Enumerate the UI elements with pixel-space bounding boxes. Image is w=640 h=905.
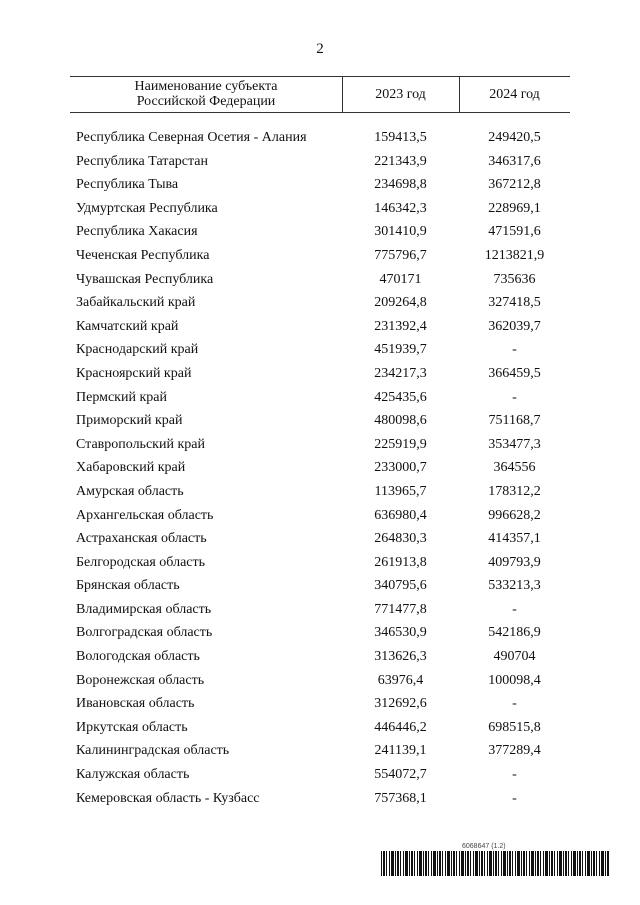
value-2024: 414357,1: [488, 531, 541, 547]
value-2023: 470171: [379, 271, 422, 287]
region-name: Амурская область: [76, 483, 184, 499]
region-name: Астраханская область: [76, 531, 207, 547]
table-row: [0, 268, 640, 292]
value-2024: 542186,9: [488, 625, 541, 641]
value-2024: 698515,8: [488, 719, 541, 735]
region-name: Ивановская область: [76, 696, 195, 712]
value-2024: -: [512, 790, 517, 806]
value-2024: 409793,9: [488, 554, 541, 570]
table-row: [0, 739, 640, 763]
value-2024: -: [512, 342, 517, 358]
table-row: [0, 763, 640, 787]
region-name: Калужская область: [76, 767, 190, 783]
value-2023: 313626,3: [374, 649, 427, 665]
value-2024: 490704: [493, 649, 536, 665]
value-2023: 113965,7: [374, 483, 427, 499]
region-name: Иркутская область: [76, 719, 188, 735]
value-2024: 735636: [493, 271, 536, 287]
value-2023: 221343,9: [374, 153, 427, 169]
table-header-rule: [70, 112, 570, 113]
region-name: Камчатский край: [76, 318, 179, 334]
table-row: [0, 409, 640, 433]
table-row: [0, 574, 640, 598]
region-name: Белгородская область: [76, 554, 206, 570]
value-2024: 353477,3: [488, 436, 541, 452]
value-2023: 264830,3: [374, 531, 427, 547]
value-2023: 301410,9: [374, 224, 427, 240]
value-2023: 480098,6: [374, 413, 427, 429]
table-row: [0, 504, 640, 528]
value-2024: 533213,3: [488, 578, 541, 594]
table-row: [0, 621, 640, 645]
table-row: [0, 386, 640, 410]
value-2023: 451939,7: [374, 342, 427, 358]
table-row: [0, 787, 640, 811]
value-2024: 100098,4: [488, 672, 541, 688]
region-name: Воронежская область: [76, 672, 205, 688]
region-name: Архангельская область: [76, 507, 214, 523]
region-name: Волгоградская область: [76, 625, 213, 641]
region-name: Республика Тыва: [76, 177, 179, 193]
value-2024: -: [512, 601, 517, 617]
value-2023: 312692,6: [374, 696, 427, 712]
region-name: Калининградская область: [76, 743, 230, 759]
value-2024: 327418,5: [488, 295, 541, 311]
value-2024: 367212,8: [488, 177, 541, 193]
column-header-name: Наименование субъекта Российской Федерации: [134, 79, 278, 109]
table-row: [0, 527, 640, 551]
region-name: Чувашская Республика: [76, 271, 214, 287]
value-2023: 234217,3: [374, 365, 427, 381]
region-name: Республика Северная Осетия - Алания: [76, 130, 307, 145]
table-row: [0, 197, 640, 221]
value-2023: 775796,7: [374, 247, 427, 263]
table-row: [0, 692, 640, 716]
value-2023: 146342,3: [374, 200, 427, 216]
barcode-icon: [381, 851, 609, 876]
value-2023: 771477,8: [374, 601, 427, 617]
table-row: [0, 716, 640, 740]
column-header-2024: 2024 год: [489, 86, 540, 102]
table-row: [0, 315, 640, 339]
region-name: Владимирская область: [76, 601, 212, 617]
value-2024: 1213821,9: [484, 247, 545, 263]
table-row: [0, 126, 640, 150]
value-2023: 757368,1: [374, 790, 427, 806]
value-2023: 63976,4: [377, 672, 424, 688]
value-2023: 425435,6: [374, 389, 427, 405]
region-name: Чеченская Республика: [76, 247, 210, 263]
table-row: [0, 551, 640, 575]
value-2024: 366459,5: [488, 365, 541, 381]
value-2024: -: [512, 389, 517, 405]
region-name: Ставропольский край: [76, 436, 205, 452]
page-number: 2: [316, 41, 324, 57]
value-2024: -: [512, 767, 517, 783]
region-name: Краснодарский край: [76, 342, 199, 358]
value-2023: 225919,9: [374, 436, 427, 452]
value-2023: 231392,4: [374, 318, 427, 334]
table-row: [0, 291, 640, 315]
value-2024: 346317,6: [488, 153, 541, 169]
value-2024: 228969,1: [488, 200, 541, 216]
table-row: [0, 173, 640, 197]
table-row: [0, 456, 640, 480]
table-row: [0, 598, 640, 622]
value-2023: 234698,8: [374, 177, 427, 193]
table-body: [0, 126, 640, 810]
table-row: [0, 244, 640, 268]
table-row: [0, 645, 640, 669]
value-2024: 377289,4: [488, 743, 541, 759]
region-name: Вологодская область: [76, 649, 200, 665]
region-name: Приморский край: [76, 413, 183, 429]
column-header-2023: 2023 год: [375, 86, 426, 102]
region-name: Республика Татарстан: [76, 153, 209, 169]
value-2024: 364556: [493, 460, 536, 476]
region-name: Красноярский край: [76, 365, 192, 381]
value-2023: 261913,8: [374, 554, 427, 570]
value-2024: 996628,2: [488, 507, 541, 523]
value-2024: 178312,2: [488, 483, 541, 499]
value-2023: 241139,1: [374, 743, 427, 759]
table-row: [0, 433, 640, 457]
document-stamp: 6068647 (1.2): [462, 843, 506, 850]
value-2023: 233000,7: [374, 460, 427, 476]
value-2024: 362039,7: [488, 318, 541, 334]
value-2024: 751168,7: [488, 413, 541, 429]
region-name: Удмуртская Республика: [76, 200, 218, 216]
value-2024: -: [512, 696, 517, 712]
value-2023: 554072,7: [374, 767, 427, 783]
region-name: Пермский край: [76, 389, 167, 405]
value-2023: 446446,2: [374, 719, 427, 735]
table-row: [0, 480, 640, 504]
value-2023: 209264,8: [374, 295, 427, 311]
value-2023: 636980,4: [374, 507, 427, 523]
region-name: Забайкальский край: [76, 295, 196, 311]
value-2023: 340795,6: [374, 578, 427, 594]
value-2024: 471591,6: [488, 224, 541, 240]
table-row: [0, 338, 640, 362]
table-row: [0, 150, 640, 174]
table-row: [0, 362, 640, 386]
value-2023: 159413,5: [374, 130, 427, 145]
table-row: [0, 669, 640, 693]
value-2024: 249420,5: [488, 130, 541, 145]
region-name: Брянская область: [76, 578, 180, 594]
table-row: [0, 220, 640, 244]
region-name: Кемеровская область - Кузбасс: [76, 790, 260, 806]
value-2023: 346530,9: [374, 625, 427, 641]
region-name: Хабаровский край: [76, 460, 186, 476]
region-name: Республика Хакасия: [76, 224, 198, 240]
